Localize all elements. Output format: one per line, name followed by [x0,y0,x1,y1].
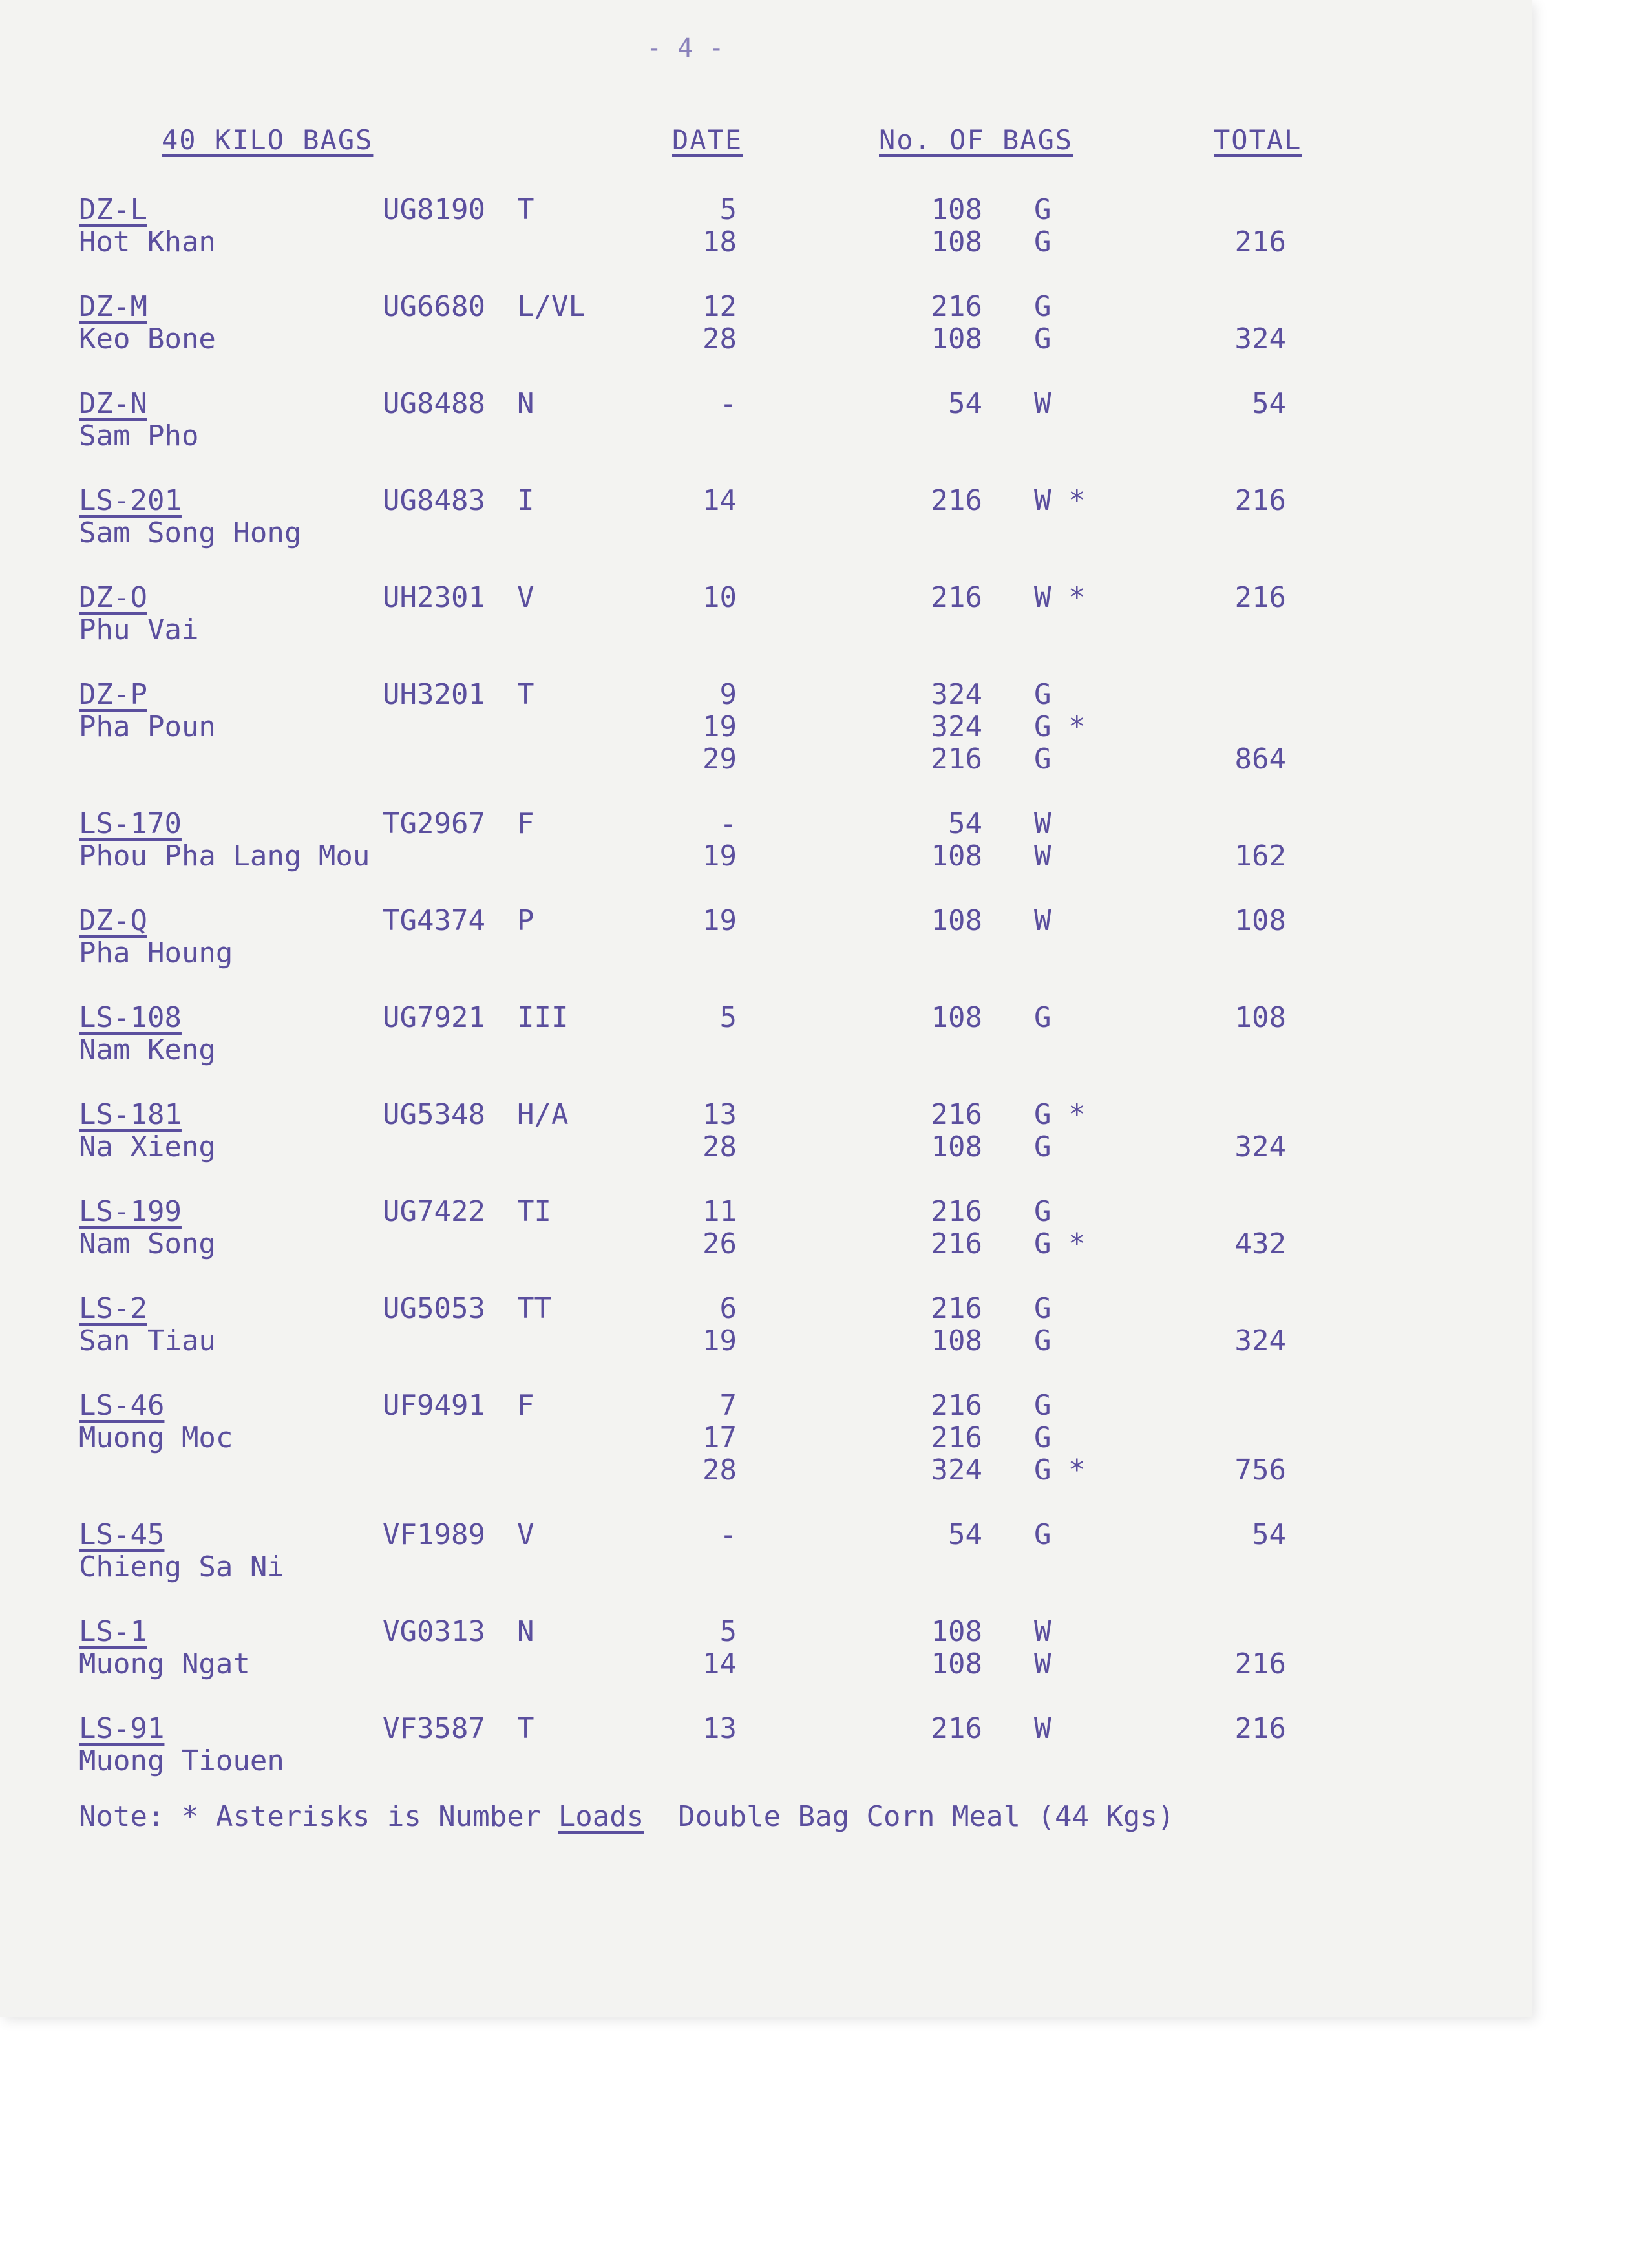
type-column [1034,1616,1112,1680]
bag-count: 324 [931,710,982,743]
bag-type: G [1034,290,1051,323]
bag-count: 108 [931,840,982,873]
location-name: Chieng Sa Ni [79,1551,284,1584]
bags-column [918,1390,982,1487]
location-code: LS-108 [79,1001,182,1034]
location-code: LS-201 [79,484,182,517]
bag-type: W * [1034,484,1086,517]
grid-suffix: F [517,807,534,840]
type-column [1034,1099,1112,1163]
total-value: 324 [1234,323,1286,355]
bag-count: 216 [931,581,982,614]
location-code: DZ-O [79,581,147,614]
bag-type: G [1034,1195,1051,1228]
date-value: - [719,807,737,840]
bag-count: 216 [931,1292,982,1325]
date-value: - [719,387,737,420]
bag-count: 216 [931,1389,982,1422]
date-value: 5 [719,1615,737,1648]
grid-suffix: P [517,904,534,937]
bag-count: 54 [948,807,982,840]
grid-reference: UG8483 [383,484,485,517]
bags-column [918,1293,982,1357]
location-name: Muong Tiouen [79,1744,284,1777]
location-name: Sam Pho [79,419,199,452]
type-column [1034,194,1112,259]
grid-suffix: TI [517,1195,551,1228]
location-code: LS-91 [79,1712,165,1745]
total-value: 216 [1234,484,1286,517]
date-value: 19 [703,840,737,873]
total-value: 162 [1234,840,1286,873]
location-code: LS-181 [79,1098,182,1131]
type-column [1034,1390,1112,1487]
grid-suffix: V [517,1518,534,1551]
bag-type: G [1034,193,1051,226]
bags-column [918,388,982,420]
grid-suffix: F [517,1389,534,1422]
total-value: 324 [1234,1324,1286,1357]
location-code: DZ-Q [79,904,147,937]
bag-count: 216 [931,290,982,323]
bag-count: 216 [931,1227,982,1260]
grid-reference: UG7921 [383,1001,485,1034]
type-column [1034,679,1112,776]
total-value: 756 [1234,1454,1286,1487]
grid-reference: TG2967 [383,807,485,840]
bag-type: G [1034,743,1051,776]
date-column [679,1002,737,1034]
location-code: LS-46 [79,1389,165,1422]
total-value: 216 [1234,1648,1286,1680]
date-value: 14 [703,484,737,517]
date-value: 18 [703,226,737,259]
grid-suffix: T [517,193,534,226]
bag-count: 108 [931,1130,982,1163]
grid-reference: VF3587 [383,1712,485,1745]
date-value: 6 [719,1292,737,1325]
grid-reference: TG4374 [383,904,485,937]
bag-count: 216 [931,1195,982,1228]
bags-column [918,1519,982,1551]
bags-column [918,194,982,259]
bag-type: G * [1034,1098,1086,1131]
bag-type: G * [1034,1454,1086,1487]
type-column [1034,485,1112,517]
bag-count: 108 [931,193,982,226]
date-column [679,679,737,776]
date-column [679,1713,737,1745]
bag-count: 216 [931,1712,982,1745]
date-column [679,905,737,937]
bag-type: G [1034,1001,1051,1034]
total-value: 432 [1234,1227,1286,1260]
bags-column [918,582,982,614]
grid-suffix: H/A [517,1098,569,1131]
grid-reference: UF9491 [383,1389,485,1422]
date-value: 13 [703,1712,737,1745]
bag-type: G * [1034,1227,1086,1260]
location-code: DZ-M [79,290,147,323]
bag-count: 108 [931,1648,982,1680]
location-name: Na Xieng [79,1130,216,1163]
date-value: 5 [719,193,737,226]
grid-reference: UG7422 [383,1195,485,1228]
bags-column [918,679,982,776]
location-name: San Tiau [79,1324,216,1357]
bags-column [918,291,982,355]
bag-count: 54 [948,1518,982,1551]
bag-count: 108 [931,904,982,937]
grid-reference: UG5053 [383,1292,485,1325]
footnote-suffix: Double Bag Corn Meal (44 Kgs) [644,1800,1175,1833]
footnote-underlined: Loads [558,1800,644,1833]
bag-count: 324 [931,1454,982,1487]
date-column [679,291,737,355]
date-column [679,1616,737,1680]
bag-count: 324 [931,678,982,711]
location-name: Pha Houng [79,937,233,970]
location-name: Muong Ngat [79,1648,250,1680]
location-name: Pha Poun [79,710,216,743]
bag-count: 216 [931,743,982,776]
bag-type: W [1034,904,1051,937]
date-column [679,485,737,517]
bag-type: G [1034,1130,1051,1163]
bag-count: 216 [931,484,982,517]
bag-count: 54 [948,387,982,420]
total-value: 108 [1234,1001,1286,1034]
grid-reference: UH3201 [383,678,485,711]
grid-suffix: I [517,484,534,517]
date-column [679,1519,737,1551]
grid-reference: VG0313 [383,1615,485,1648]
location-name: Nam Keng [79,1033,216,1066]
date-column [679,1390,737,1487]
total-value: 216 [1234,1712,1286,1745]
date-value: 10 [703,581,737,614]
bag-count: 216 [931,1421,982,1454]
grid-reference: UG5348 [383,1098,485,1131]
bag-count: 108 [931,226,982,259]
date-column [679,194,737,259]
bags-column [918,1713,982,1745]
bag-type: G [1034,1324,1051,1357]
date-column [679,1099,737,1163]
type-column [1034,1002,1112,1034]
grid-suffix: III [517,1001,569,1034]
bag-type: W [1034,1712,1051,1745]
bags-column [918,1002,982,1034]
footnote [79,1801,1174,1833]
date-value: 28 [703,1130,737,1163]
bags-column [918,808,982,873]
bag-type: W * [1034,581,1086,614]
bag-type: W [1034,1615,1051,1648]
location-code: DZ-P [79,678,147,711]
date-value: 14 [703,1648,737,1680]
bag-count: 108 [931,1324,982,1357]
grid-reference: VF1989 [383,1518,485,1551]
grid-suffix: N [517,1615,534,1648]
location-name: Phu Vai [79,613,199,646]
date-value: 9 [719,678,737,711]
total-value: 108 [1234,904,1286,937]
date-value: 19 [703,710,737,743]
date-column [679,388,737,420]
bag-type: W [1034,387,1051,420]
bag-count: 108 [931,1001,982,1034]
location-name: Keo Bone [79,323,216,355]
grid-reference: UH2301 [383,581,485,614]
bags-column [918,1196,982,1260]
location-code: LS-2 [79,1292,147,1325]
bag-type: G [1034,1518,1051,1551]
bags-column [918,905,982,937]
total-value: 54 [1252,1518,1286,1551]
bag-count: 108 [931,1615,982,1648]
footnote-prefix: Note: * Asterisks is Number [79,1800,558,1833]
date-column [679,808,737,873]
date-column [679,1293,737,1357]
date-value: 19 [703,904,737,937]
type-column [1034,582,1112,614]
location-code: LS-1 [79,1615,147,1648]
date-value: 19 [703,1324,737,1357]
date-value: 13 [703,1098,737,1131]
total-value: 216 [1234,581,1286,614]
date-value: 28 [703,1454,737,1487]
total-value: 864 [1234,743,1286,776]
type-column [1034,388,1112,420]
bag-type: W [1034,1648,1051,1680]
type-column [1034,905,1112,937]
bag-type: W [1034,840,1051,873]
location-name: Hot Khan [79,226,216,259]
total-value: 216 [1234,226,1286,259]
type-column [1034,808,1112,873]
bag-type: G [1034,226,1051,259]
grid-suffix: T [517,678,534,711]
bags-column [918,1099,982,1163]
bag-type: W [1034,807,1051,840]
header-date: DATE [672,124,743,156]
grid-reference: UG8488 [383,387,485,420]
bag-type: G [1034,1389,1051,1422]
location-name: Muong Moc [79,1421,233,1454]
total-value: 54 [1252,387,1286,420]
location-name: Phou Pha Lang Mou [79,840,370,873]
location-code: DZ-N [79,387,147,420]
grid-suffix: TT [517,1292,551,1325]
bag-type: G [1034,1292,1051,1325]
bag-type: G [1034,323,1051,355]
bag-count: 108 [931,323,982,355]
total-value: 324 [1234,1130,1286,1163]
bag-count: 216 [931,1098,982,1131]
grid-reference: UG8190 [383,193,485,226]
location-name: Sam Song Hong [79,516,302,549]
header-total: TOTAL [1214,124,1302,156]
date-value: - [719,1518,737,1551]
date-value: 5 [719,1001,737,1034]
header-bags: No. OF BAGS [879,124,1073,156]
grid-suffix: N [517,387,534,420]
location-name: Nam Song [79,1227,216,1260]
type-column [1034,291,1112,355]
grid-suffix: V [517,581,534,614]
date-value: 11 [703,1195,737,1228]
page-number: - 4 - [646,34,724,63]
date-value: 17 [703,1421,737,1454]
bag-type: G [1034,678,1051,711]
location-code: LS-45 [79,1518,165,1551]
location-code: LS-170 [79,807,182,840]
location-code: DZ-L [79,193,147,226]
date-column [679,1196,737,1260]
bag-type: G * [1034,710,1086,743]
header-category: 40 KILO BAGS [162,124,374,156]
grid-reference: UG6680 [383,290,485,323]
date-column [679,582,737,614]
bags-column [918,1616,982,1680]
date-value: 7 [719,1389,737,1422]
date-value: 12 [703,290,737,323]
bags-column [918,485,982,517]
bag-type: G [1034,1421,1051,1454]
date-value: 26 [703,1227,737,1260]
grid-suffix: L/VL [517,290,586,323]
type-column [1034,1293,1112,1357]
type-column [1034,1519,1112,1551]
grid-suffix: T [517,1712,534,1745]
date-value: 29 [703,743,737,776]
date-value: 28 [703,323,737,355]
location-code: LS-199 [79,1195,182,1228]
type-column [1034,1713,1112,1745]
type-column [1034,1196,1112,1260]
